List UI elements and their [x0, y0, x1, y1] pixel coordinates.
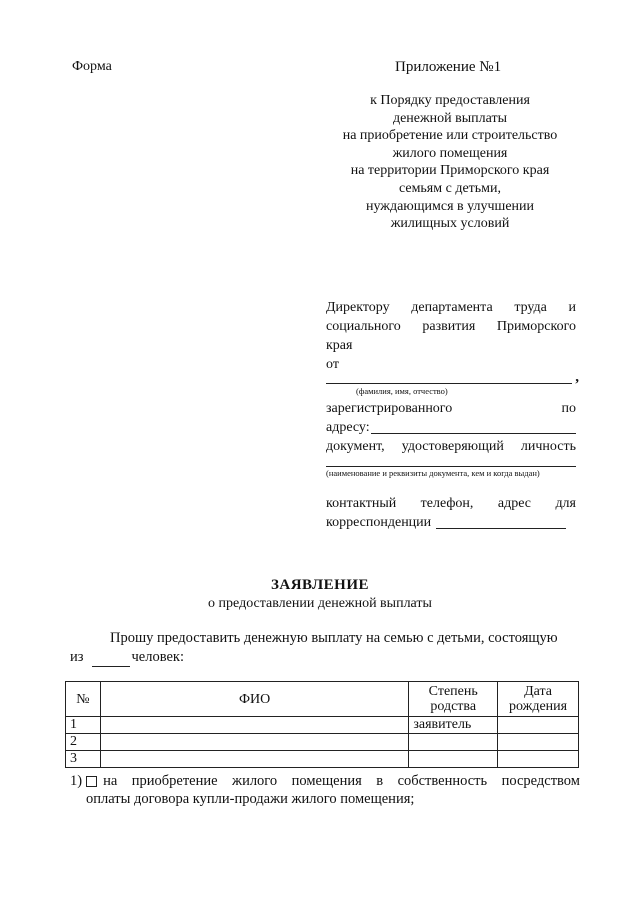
word: телефон, [420, 496, 474, 511]
word: контактный [326, 496, 397, 511]
table-row [66, 751, 579, 768]
fio-cell[interactable] [100, 751, 408, 768]
address-line [326, 418, 576, 437]
request-line [70, 648, 580, 667]
full-name-field[interactable] [326, 368, 579, 385]
contact-block [326, 494, 576, 532]
appendix-line: жилищных условий [390, 216, 510, 232]
table-header-row [66, 682, 579, 717]
addressee-line: от [326, 357, 339, 372]
relation-cell[interactable] [409, 734, 498, 751]
relation-cell[interactable] [409, 751, 498, 768]
full-name-underline [326, 383, 572, 384]
id-document-field[interactable] [326, 466, 576, 467]
table-row [66, 717, 579, 734]
col-dob-header: Дата рождения [498, 682, 579, 717]
word: человек: [131, 649, 184, 665]
word: в [376, 773, 384, 789]
relation-cell[interactable]: заявитель [409, 717, 498, 734]
word: для [555, 496, 576, 511]
addressee-line [326, 298, 576, 317]
fio-cell[interactable] [100, 717, 408, 734]
option-marker: 1) [70, 773, 83, 789]
word: адрес [497, 496, 531, 511]
appendix-reference [320, 92, 580, 233]
option-line [70, 772, 580, 790]
appendix-line: денежной выплаты [392, 110, 508, 126]
request-text [70, 629, 580, 667]
addressee-line: края [326, 338, 353, 353]
appendix-line: нуждающимся в улучшении [365, 198, 535, 214]
appendix-line: жилого помещения [392, 145, 508, 161]
addressee-line [326, 317, 576, 336]
address-label: адресу: [326, 420, 370, 435]
registered-line [326, 399, 576, 418]
addressee-block [326, 298, 576, 374]
col-fio-header: ФИО [100, 682, 408, 717]
table-row [66, 734, 579, 751]
id-document-line [326, 437, 576, 456]
form-label: Форма [72, 59, 112, 74]
appendix-line: семьям с детьми, [398, 180, 502, 196]
purpose-option-1 [70, 772, 580, 808]
name-comma: , [575, 369, 579, 385]
word: развития [422, 319, 476, 334]
address-block [326, 399, 576, 456]
dob-cell[interactable] [498, 751, 579, 768]
contact-line [326, 494, 576, 513]
row-num: 1 [66, 717, 101, 734]
word: на [103, 773, 118, 789]
word: труда [514, 300, 547, 315]
word: удостоверяющий [401, 439, 504, 454]
appendix-line: на приобретение или строительство [342, 128, 558, 144]
word: документ, [326, 439, 385, 454]
word: личность [520, 439, 576, 454]
family-size-field[interactable] [92, 651, 130, 667]
fio-cell[interactable] [100, 734, 408, 751]
word: собственность [397, 773, 488, 789]
word: Приморского [496, 319, 576, 334]
correspondence-field[interactable] [436, 513, 566, 529]
address-field[interactable] [371, 418, 576, 434]
family-members-table [65, 681, 579, 768]
col-num-header: № [66, 682, 101, 717]
correspondence-line [326, 513, 576, 532]
word: помещения [291, 773, 362, 789]
word: приобретение [131, 773, 218, 789]
word: из [70, 649, 84, 665]
word: зарегистрированного [326, 401, 453, 416]
dob-cell[interactable] [498, 734, 579, 751]
dob-cell[interactable] [498, 717, 579, 734]
option-checkbox[interactable] [86, 776, 97, 787]
option-text [103, 772, 580, 790]
word: посредством [501, 773, 580, 789]
appendix-line: на территории Приморского края [350, 163, 550, 179]
id-document-hint: (наименование и реквизиты документа, кем и когда выдан) [326, 468, 540, 478]
word: и [568, 300, 576, 315]
word: Директору [326, 300, 390, 315]
row-num: 2 [66, 734, 101, 751]
option-line: оплаты договора купли-продажи жилого помещения; [86, 791, 415, 807]
correspondence-label: корреспонденции [326, 515, 432, 530]
row-num: 3 [66, 751, 101, 768]
col-relation-header: Степень родства [409, 682, 498, 717]
appendix-line: к Порядку предоставления [370, 93, 530, 108]
word: жилого [232, 773, 278, 789]
request-line: Прошу предоставить денежную выплату на семью с детьми, состоящую [110, 630, 558, 646]
word: департамента [411, 300, 493, 315]
application-subtitle: о предоставлении денежной выплаты [208, 596, 432, 611]
full-name-hint: (фамилия, имя, отчество) [356, 386, 448, 396]
word: социального [326, 319, 401, 334]
application-title: ЗАЯВЛЕНИЕ [270, 577, 370, 593]
appendix-title: Приложение №1 [395, 59, 502, 75]
word: по [561, 401, 576, 416]
